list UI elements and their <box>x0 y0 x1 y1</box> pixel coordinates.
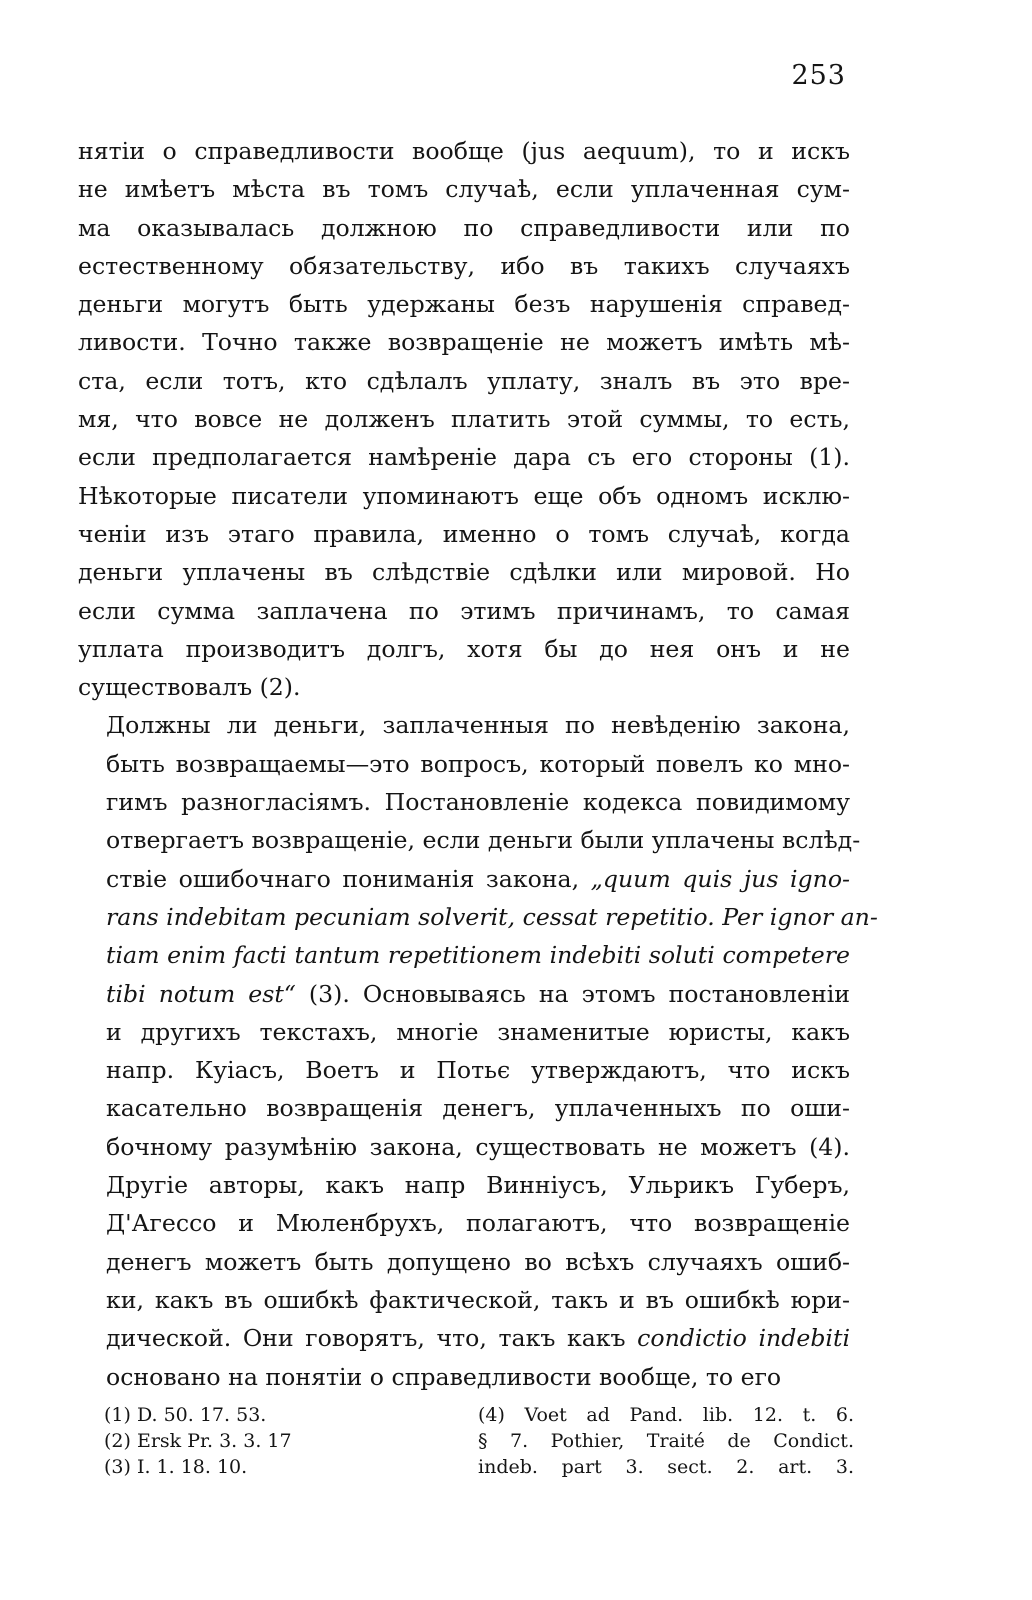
footnote-3: (3) I. 1. 18. 10. <box>104 1456 248 1478</box>
footnote-1: (1) D. 50. 17. 53. <box>104 1404 267 1426</box>
text-line <box>78 1013 850 1051</box>
text-line <box>78 975 850 1013</box>
text-segment: дической. Они говорятъ, что, такъ какъ <box>106 1324 638 1353</box>
paragraph <box>78 706 878 1395</box>
italic-text: rans indebitam pecuniam solverit, cessat repetitio. Per ignor an- <box>106 902 878 931</box>
text-line <box>78 515 850 553</box>
italic-text: tibi notum est“ <box>106 979 296 1008</box>
footnote-4-line-2: § 7. Pothier, Traité de Condict. <box>478 1430 854 1452</box>
text-line <box>78 1358 850 1396</box>
text-line <box>78 1128 850 1166</box>
text-line <box>78 170 850 208</box>
text-segment: основано на понятіи о справедливости вообще, то его <box>106 1362 782 1391</box>
text-line <box>78 706 850 744</box>
footnotes-left-column <box>104 1402 404 1480</box>
text-segment: ливости. Точно также возвращеніе не можетъ имѣть мѣ- <box>78 328 850 357</box>
text-line <box>78 1166 850 1204</box>
text-line <box>78 821 861 859</box>
italic-text: „quum quis jus igno- <box>590 864 851 893</box>
text-segment: бочному разумѣнію закона, существовать не можетъ (4). <box>106 1132 850 1161</box>
italic-text: tiam enim facti tantum repetitionem indebiti soluti competere <box>106 941 850 970</box>
text-segment: Другіе авторы, какъ напр Винніусъ, Ульрикъ Губеръ, <box>106 1171 850 1200</box>
text-line <box>78 630 850 668</box>
text-line <box>78 936 850 974</box>
text-line <box>78 1243 850 1281</box>
text-line <box>78 247 850 285</box>
text-line <box>78 209 850 247</box>
text-segment: существовалъ (2). <box>78 673 301 702</box>
text-segment: Д'Агессо и Мюленбрухъ, полагаютъ, что возвращеніе <box>106 1209 850 1238</box>
text-line <box>78 668 850 706</box>
footnote-4-line-3: indeb. part 3. sect. 2. art. 3. <box>478 1456 854 1478</box>
text-line <box>78 1204 850 1242</box>
paragraph <box>78 132 850 706</box>
text-line <box>78 1281 850 1319</box>
text-line <box>78 477 850 515</box>
text-line <box>78 592 850 630</box>
text-segment: быть возвращаемы—это вопросъ, который повелъ ко мно- <box>106 749 850 778</box>
text-segment: уплата производитъ долгъ, хотя бы до нея онъ и не <box>78 634 850 663</box>
text-segment: мя, что вовсе не долженъ платить этой суммы, то есть, <box>78 405 850 434</box>
text-segment: ки, какъ въ ошибкѣ фактической, такъ и въ ошибкѣ юри- <box>106 1285 850 1314</box>
text-line <box>78 132 850 170</box>
text-line <box>78 553 850 591</box>
text-segment: деньги могутъ быть удержаны безъ нарушенія справед- <box>78 290 850 319</box>
text-line <box>78 1319 850 1357</box>
text-segment: ченіи изъ этаго правила, именно о томъ случаѣ, когда <box>78 519 850 548</box>
text-line <box>78 323 850 361</box>
text-line <box>78 783 850 821</box>
text-segment: естественному обязательству, ибо въ такихъ случаяхъ <box>78 251 850 280</box>
text-segment: не имѣетъ мѣста въ томъ случаѣ, если уплаченная сум- <box>78 175 850 204</box>
text-segment: ствіе ошибочнаго пониманія закона, <box>106 864 591 893</box>
text-line <box>78 745 850 783</box>
text-line <box>78 1089 850 1127</box>
text-segment: гимъ разногласіямъ. Постановленіе кодекса повидимому <box>106 788 850 817</box>
text-segment: (3). Основываясь на этомъ постановленіи <box>295 979 850 1008</box>
text-segment: деньги уплачены въ слѣдствіе сдѣлки или мировой. Но <box>78 558 850 587</box>
text-segment: нятіи о справедливости вообще (jus aequum), то и искъ <box>78 137 850 165</box>
text-segment: денегъ можетъ быть допущено во всѣхъ случаяхъ ошиб- <box>106 1247 850 1276</box>
text-line <box>78 362 850 400</box>
text-line <box>78 860 850 898</box>
text-line <box>78 285 850 323</box>
body-text <box>78 132 878 1396</box>
text-line <box>78 400 850 438</box>
text-segment: ста, если тотъ, кто сдѣлалъ уплату, зналъ въ это вре- <box>78 366 850 395</box>
italic-text: condictio indebiti <box>637 1324 850 1353</box>
text-line <box>78 438 850 476</box>
footnote-2: (2) Ersk Pr. 3. 3. 17 <box>104 1430 292 1452</box>
text-segment: если сумма заплачена по этимъ причинамъ, то самая <box>78 596 850 625</box>
text-segment: и другихъ текстахъ, многіе знаменитые юристы, какъ <box>106 1017 850 1046</box>
text-line <box>78 1051 850 1089</box>
text-segment: отвергаетъ возвращеніе, если деньги были уплачены вслѣд- <box>106 826 861 855</box>
text-segment: касательно возвращенія денегъ, уплаченныхъ по оши- <box>106 1094 850 1123</box>
footnote-4-line-1: (4) Voet ad Pand. lib. 12. t. 6. <box>478 1404 854 1426</box>
text-segment: если предполагается намѣреніе дара съ его стороны (1). <box>78 443 850 472</box>
text-segment: Должны ли деньги, заплаченныя по невѣденію закона, <box>106 711 850 740</box>
text-line <box>78 898 878 936</box>
text-segment: Нѣкоторые писатели упоминаютъ еще объ одномъ исклю- <box>78 481 850 510</box>
text-segment: напр. Куіасъ, Воетъ и Потьє утверждаютъ, что искъ <box>106 1056 850 1085</box>
page-number: 253 <box>791 60 846 91</box>
text-segment: ма оказывалась должною по справедливости или по <box>78 213 850 242</box>
footnotes-right-column <box>478 1402 854 1480</box>
